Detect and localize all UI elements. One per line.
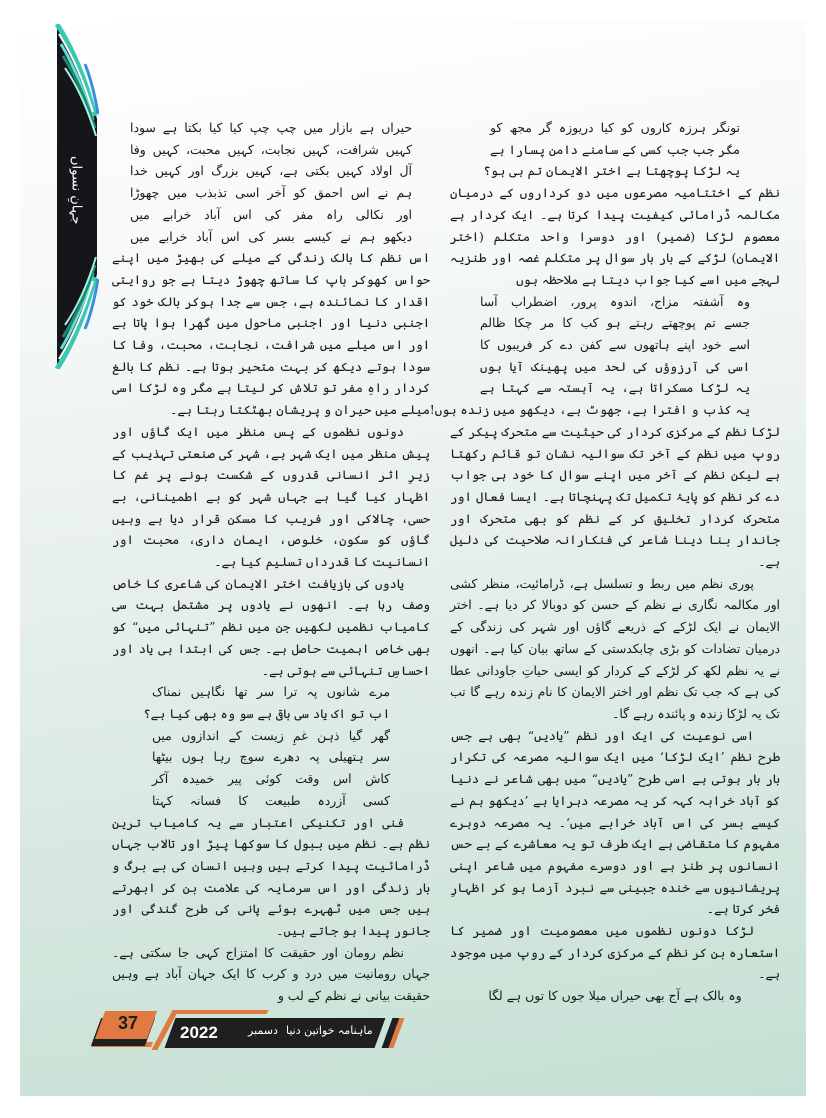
poem-line: وہ بالک ہے آج بھی حیراں میلا جوں کا توں ہے لگا — [488, 988, 742, 1004]
poem-line: وہ آشفتہ مزاج، اندوہ پرور، اضطراب آسا — [480, 293, 750, 309]
body-paragraph: اسی نوعیت کی ایک اور نظم ”یادیں“ بھی ہے جس طرح نظم ’ایک لڑکا‘ میں ایک سوالیہ مصرعہ کی تکرار بار بار ہوتی ہے اسی طرح ”یادیں“ میں بھی شاعر نے دنیا کو آباد خرابہ کہہ کر یہ مصرعہ دہرایا ہے ’دیکھو ہم نے کیسے بسر کی اس آباد خرابے میں‘۔ یہ مصرعہ دوہرے مفہوم کا متقاضی ہے ایک طرف تو یہ معاشرے کے بے حس انسانوں پر طنز ہے اور دوسرے مفہوم میں شاعر اپنی پریشانیوں سے خندہ جبینی سے نبرد آزما ہو کر اظہارِ فخر کرتا ہے۔ — [450, 727, 780, 917]
poem-line: مرے شانوں پہ ترا سر تھا نگاہیں نمناک — [152, 684, 390, 700]
poem-line: سر ہتھیلی پہ دھرے سوچ رہا ہوں بیٹھا — [152, 749, 390, 765]
left-column — [112, 117, 430, 1007]
body-paragraph: لڑکا نظم کے مرکزی کردار کی حیثیت سے متحرک پیکر کے روپ میں نظم کے آخر تک سوالیہ نشان تو قائم رکھتا ہے لیکن نظم کے آخر میں اپنے سوال کا خود ہی جواب دے کر نظم کو پایۂ تکمیل تک پہنچاتا ہے۔ ایسا فعال اور متحرک کردار تخلیق کر کے نظم کو بھی متحرک اور جاندار بنا دینا شاعر کی فنکارانہ صلاحیت کی دلیل ہے۔ — [450, 423, 780, 570]
poem-line: کاش اس وقت کوئی پیر خمیدہ آکر — [152, 771, 390, 787]
poem-stanza — [429, 291, 780, 421]
poem-line: یہ کذب و افترا ہے، جھوٹ ہے، دیکھو میں زندہ ہوں! — [429, 402, 750, 418]
body-paragraph: نظم رومان اور حقیقت کا امتزاج کہی جا سکتی ہے۔ جہاں رومانیت میں درد و کرب کا ایک جہان آباد ہے وہیں حقیقت بیانی نے نظم کے لب و — [112, 944, 430, 1004]
page-footer — [100, 1006, 400, 1056]
poem-line: یہ لڑکا پوچھتا ہے اختر الایمان تم ہی ہو؟ — [483, 163, 740, 179]
poem-line: جسے تم پوچھتے رہتے ہو کب کا مر چکا ظالم — [480, 315, 750, 331]
issue-month: دسمبر — [248, 1024, 278, 1037]
body-paragraph: دونوں نظموں کے پس منظر میں ایک گاؤں اور پیش منظر میں ایک شہر ہے، شہر کی صنعتی تہذیب کے زیرِ اثر انسانی قدروں کے شکست ہونے پر غم کا اظہار کیا گیا ہے جہاں شہر کو بے اطمینانی، بے حسی، چالاکی اور فریب کا مسکن قرار دیا ہے وہیں گاؤں کو سکون، خلوص، ایمان داری، محبت اور انسانیت کا قدرداں تسلیم کیا ہے۔ — [112, 423, 430, 570]
poem-line: آل اولاد کہیں بکتی ہے، کہیں بزرگ اور کہیں خدا — [130, 163, 412, 179]
poem-line: کہیں شرافت، کہیں نجابت، کہیں محبت، کہیں وفا — [130, 141, 412, 157]
issue-year: 2022 — [180, 1023, 218, 1042]
poem-line: اسے خود اپنے ہاتھوں سے کفن دے کر فریبوں کا — [480, 337, 750, 353]
poem-line: تونگر ہرزہ کاروں کو کیا دریوزہ گر مجھ کو — [490, 120, 740, 135]
page-number: 37 — [117, 1013, 139, 1033]
poem-line: دیکھو ہم نے کیسے بسر کی اس آباد خرابے میں — [130, 228, 412, 244]
magazine-name: ماہنامہ خواتین دنیا — [286, 1024, 373, 1037]
poem-line: یہ لڑکا مسکراتا ہے، یہ آہستہ سے کہتا ہے — [480, 380, 750, 396]
body-paragraph: پوری نظم میں ربط و تسلسل ہے، ڈرامائیت، منظر کشی اور مکالمہ نگاری نے نظم کے حسن کو دوبالا کر دیا ہے۔ اختر الایمان نے ایک لڑکے کے ذریعے گاؤں اور شہر کی زندگی کے درمیان تضادات کو بڑی چابکدستی کے ساتھ بیان کیا ہے۔ انھوں نے یہ نظم لکھ کر لڑکے کے کردار کو ایسی حیاتِ جاودانی عطا کی ہے کہ جب تک نظم اور اختر الایمان کا نام زندہ رہے گا تب تک یہ لڑکا زندہ و پائندہ رہے گا۔ — [450, 575, 780, 721]
poem-line: مگر جب جب کسی کے سامنے دامن پسارا ہے — [490, 141, 740, 157]
poem-stanza — [112, 117, 430, 247]
body-paragraph: فنی اور تکنیکی اعتبار سے یہ کامیاب ترین نظم ہے۔ نظم میں ببول کا سوکھا پیڑ اور تالاب جہاں ڈرامائیت پیدا کرتے ہیں وہیں انسان کی بے برگ و بار زندگی اور اس سرمایہ کی علامت بن کر ابھرتے ہیں جس میں ٹھہرے ہوئے پانی کی طرح گندگی اور جانور پیدا ہو جاتے ہیں۔ — [112, 814, 430, 939]
body-paragraph: اس نظم کا بالک زندگی کے میلے کی بھیڑ میں اپنے حواس کھوکر باپ کا ساتھ چھوڑ دیتا ہے جو روایتی اقدار کا نمائندہ ہے، جس سے جدا ہوکر بالک خود کو اجنبی دنیا اور اجنبی ماحول میں گھرا ہوا پاتا ہے اور اس میلے میں شرافت، نجابت، محبت، وفا کا سودا ہوتے دیکھ کر بہت متحیر ہوتا ہے۔ نظم کا بالغ کردار راہِ مفر تو تلاش کر لیتا ہے مگر وہ لڑکا اسی میلے میں حیران و پریشان بھٹکتا رہتا ہے۔ — [112, 250, 430, 418]
poem-line: اسی کی آرزوؤں کی لحد میں پھینک آیا ہوں — [480, 358, 750, 374]
poem-line: حیراں ہے بازار میں چپ چپ کیا کیا بکتا ہے سودا — [130, 120, 412, 135]
poem-line: ہم نے اس احمق کو آخر اسی تذبذب میں چھوڑا — [130, 185, 412, 201]
poem-line: اب تو اک یاد سی باقی ہے سو وہ بھی کیا ہے؟ — [143, 705, 390, 721]
body-paragraph: نظم کے اختتامیہ مصرعوں میں دو کرداروں کے درمیان مکالمہ ڈرامائی کیفیت پیدا کرتا ہے۔ ایک کردار ہے معصوم لڑکا (ضمیر) اور دوسرا واحد متکلم (اختر الایمان) لڑکے کے بار بار سوال پر متکلم غصہ اور طنزیہ لہجے میں اسے کیا جواب دیتا ہے ملاحظہ ہوں — [450, 185, 780, 287]
poem-line: گھر گیا ذہن غمِ زیست کے اندازوں میں — [152, 727, 390, 743]
right-column — [429, 117, 780, 1007]
poem-line: کسی آزردہ طبیعت کا فسانہ کہتا — [152, 792, 390, 808]
body-paragraph: لڑکا دونوں نظموں میں معصومیت اور ضمیر کا استعارہ بن کر نظم کے مرکزی کردار کے روپ میں موجود ہے۔ — [450, 923, 780, 982]
section-title: جہانِ نسواں — [68, 155, 84, 225]
poem-stanza — [112, 681, 430, 811]
poem-stanza — [450, 117, 780, 182]
poem-line: اور نکالی راہ مفر کی اس آباد خرابے میں — [130, 206, 412, 222]
body-paragraph: یادوں کی بازیافت اختر الایمان کی شاعری کا خاص وصف رہا ہے۔ انھوں نے یادوں پر مشتمل بہت سی کامیاب نظمیں لکھیں جن میں نظم ”تنہائی میں“ کو بھی خاص اہمیت حاصل ہے۔ جس کی ابتدا ہی یاد اور احساسِ تنہائی سے ہوتی ہے۔ — [112, 575, 430, 678]
